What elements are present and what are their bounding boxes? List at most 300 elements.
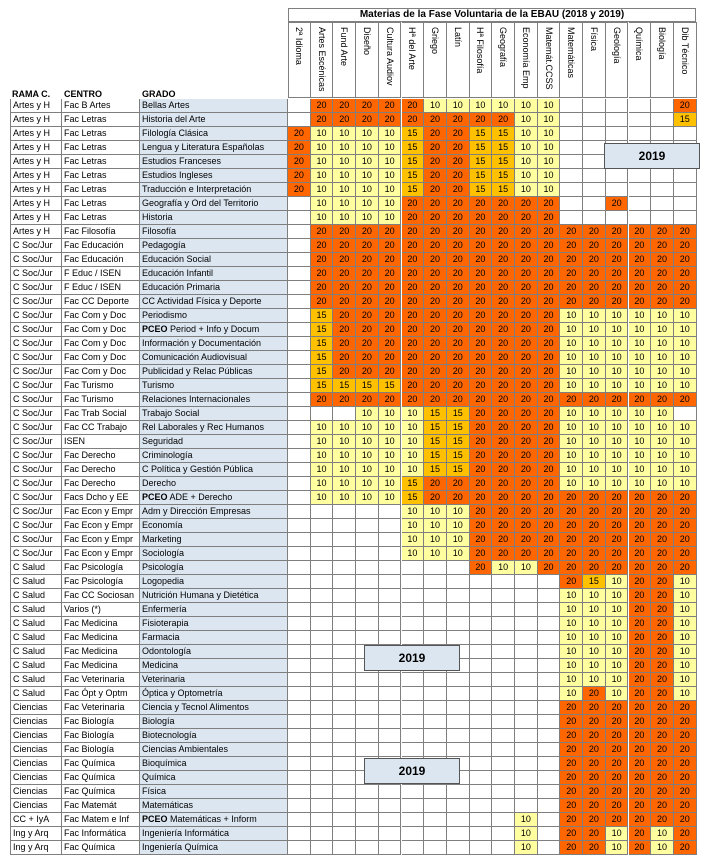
subject-header xyxy=(538,22,561,98)
score-cell: 20 xyxy=(356,239,379,253)
score-cell: 20 xyxy=(424,239,447,253)
score-cell xyxy=(538,659,561,673)
score-cell: 10 xyxy=(311,183,334,197)
score-cell xyxy=(311,533,334,547)
score-cell: 20 xyxy=(583,757,606,771)
score-cell: 20 xyxy=(515,225,538,239)
score-cell: 20 xyxy=(402,365,425,379)
score-cell: 20 xyxy=(333,393,356,407)
score-cell: 10 xyxy=(606,645,629,659)
score-cell: 20 xyxy=(356,253,379,267)
score-cell xyxy=(538,841,561,855)
score-cell xyxy=(538,603,561,617)
score-cell xyxy=(515,785,538,799)
score-cell xyxy=(492,841,515,855)
score-cell: 20 xyxy=(606,295,629,309)
score-cell: 10 xyxy=(402,533,425,547)
grado-cell: PCEO Matemáticas + Inform xyxy=(140,813,288,827)
score-cell: 20 xyxy=(356,113,379,127)
centro-cell: Fac Letras xyxy=(62,113,140,127)
score-cell: 20 xyxy=(424,267,447,281)
score-cell: 20 xyxy=(629,267,652,281)
score-cell: 20 xyxy=(583,799,606,813)
score-cell: 20 xyxy=(674,561,697,575)
centro-cell: Fac Turismo xyxy=(62,393,140,407)
score-cell xyxy=(333,575,356,589)
score-cell: 10 xyxy=(333,463,356,477)
grado-cell: Física xyxy=(140,785,288,799)
score-cell xyxy=(492,645,515,659)
score-cell: 10 xyxy=(333,169,356,183)
score-cell: 20 xyxy=(583,533,606,547)
score-cell: 20 xyxy=(651,561,674,575)
rama-cell: Artes y H xyxy=(10,183,62,197)
score-cell: 20 xyxy=(402,253,425,267)
score-cell: 20 xyxy=(583,715,606,729)
score-cell: 10 xyxy=(560,379,583,393)
rama-cell: C Soc/Jur xyxy=(10,505,62,519)
score-cell: 10 xyxy=(674,379,697,393)
score-cell xyxy=(288,771,311,785)
score-cell: 20 xyxy=(333,225,356,239)
score-cell: 15 xyxy=(402,183,425,197)
score-cell: 10 xyxy=(560,645,583,659)
score-cell: 20 xyxy=(538,379,561,393)
centro-cell: Fac Medicina xyxy=(62,645,140,659)
score-cell: 10 xyxy=(583,477,606,491)
score-cell: 20 xyxy=(651,239,674,253)
grado-cell: Comunicación Audiovisual xyxy=(140,351,288,365)
score-cell xyxy=(560,169,583,183)
score-cell: 20 xyxy=(629,841,652,855)
score-cell: 10 xyxy=(379,449,402,463)
centro-cell: Fac CC Deporte xyxy=(62,295,140,309)
subject-header-label: Hª del Arte xyxy=(407,27,418,70)
score-cell: 10 xyxy=(356,463,379,477)
score-cell xyxy=(288,421,311,435)
score-cell: 20 xyxy=(538,281,561,295)
score-cell: 10 xyxy=(583,589,606,603)
score-cell: 10 xyxy=(333,197,356,211)
score-cell: 20 xyxy=(583,743,606,757)
score-cell: 10 xyxy=(311,197,334,211)
score-cell: 20 xyxy=(674,729,697,743)
centro-cell: Fac Turismo xyxy=(62,379,140,393)
centro-cell: Fac Derecho xyxy=(62,449,140,463)
subject-header-label: Dib Técnico xyxy=(679,27,690,75)
grado-cell: Filología Clásica xyxy=(140,127,288,141)
score-cell xyxy=(333,841,356,855)
score-cell xyxy=(333,771,356,785)
score-cell: 20 xyxy=(515,505,538,519)
score-cell: 10 xyxy=(538,155,561,169)
score-cell: 20 xyxy=(560,239,583,253)
score-cell: 10 xyxy=(674,617,697,631)
score-cell: 20 xyxy=(651,701,674,715)
score-cell: 20 xyxy=(583,813,606,827)
score-cell: 20 xyxy=(538,449,561,463)
score-cell: 20 xyxy=(560,533,583,547)
score-cell: 10 xyxy=(356,155,379,169)
score-cell xyxy=(424,729,447,743)
score-cell: 10 xyxy=(538,141,561,155)
score-cell xyxy=(311,561,334,575)
score-cell: 20 xyxy=(333,99,356,113)
score-cell: 20 xyxy=(333,309,356,323)
score-cell xyxy=(424,813,447,827)
subject-header xyxy=(288,22,311,98)
score-cell: 10 xyxy=(674,477,697,491)
grado-cell: Historia xyxy=(140,211,288,225)
score-cell xyxy=(447,799,470,813)
centro-cell: Fac Com y Doc xyxy=(62,365,140,379)
rama-cell: C Salud xyxy=(10,673,62,687)
score-cell xyxy=(379,687,402,701)
score-cell: 20 xyxy=(470,421,493,435)
score-cell: 10 xyxy=(560,589,583,603)
score-cell: 20 xyxy=(674,757,697,771)
score-cell: 10 xyxy=(606,673,629,687)
score-cell: 15 xyxy=(492,183,515,197)
score-cell xyxy=(379,617,402,631)
rama-cell: C Soc/Jur xyxy=(10,533,62,547)
score-cell xyxy=(288,631,311,645)
rama-cell: Ciencias xyxy=(10,715,62,729)
score-cell xyxy=(311,701,334,715)
score-cell: 20 xyxy=(515,379,538,393)
score-cell: 10 xyxy=(515,813,538,827)
score-cell xyxy=(288,295,311,309)
score-cell xyxy=(288,337,311,351)
score-cell xyxy=(288,617,311,631)
score-cell: 10 xyxy=(560,463,583,477)
score-cell: 20 xyxy=(311,225,334,239)
score-cell: 15 xyxy=(424,421,447,435)
score-cell: 20 xyxy=(492,309,515,323)
grado-cell: Pedagogía xyxy=(140,239,288,253)
score-cell: 20 xyxy=(674,295,697,309)
score-cell xyxy=(447,841,470,855)
score-cell xyxy=(447,701,470,715)
score-cell xyxy=(311,757,334,771)
score-cell: 20 xyxy=(629,701,652,715)
score-cell xyxy=(606,169,629,183)
score-cell xyxy=(674,407,697,421)
score-cell: 15 xyxy=(674,113,697,127)
score-cell: 20 xyxy=(470,463,493,477)
score-cell: 20 xyxy=(402,267,425,281)
score-cell xyxy=(402,813,425,827)
score-cell: 20 xyxy=(651,393,674,407)
score-cell: 10 xyxy=(651,323,674,337)
score-cell: 20 xyxy=(560,771,583,785)
score-cell: 10 xyxy=(424,547,447,561)
score-cell: 20 xyxy=(470,477,493,491)
score-cell: 20 xyxy=(629,393,652,407)
score-cell: 20 xyxy=(538,421,561,435)
score-cell xyxy=(311,687,334,701)
score-cell xyxy=(492,785,515,799)
subject-header-label: Geología xyxy=(611,27,622,64)
score-cell: 20 xyxy=(379,113,402,127)
score-cell: 20 xyxy=(470,379,493,393)
score-cell xyxy=(424,701,447,715)
score-cell: 20 xyxy=(515,449,538,463)
score-cell: 20 xyxy=(424,477,447,491)
score-cell: 10 xyxy=(356,169,379,183)
score-cell: 10 xyxy=(651,435,674,449)
score-cell xyxy=(651,183,674,197)
score-cell: 20 xyxy=(424,141,447,155)
score-cell xyxy=(333,729,356,743)
score-cell: 20 xyxy=(583,281,606,295)
score-cell: 20 xyxy=(470,211,493,225)
score-cell xyxy=(470,799,493,813)
score-cell: 20 xyxy=(629,687,652,701)
score-cell xyxy=(538,757,561,771)
score-cell xyxy=(379,813,402,827)
score-cell: 20 xyxy=(674,715,697,729)
score-cell: 20 xyxy=(651,547,674,561)
score-cell xyxy=(356,799,379,813)
score-cell: 20 xyxy=(447,197,470,211)
score-cell: 15 xyxy=(447,463,470,477)
score-cell: 20 xyxy=(447,477,470,491)
score-cell xyxy=(288,799,311,813)
score-cell: 10 xyxy=(583,463,606,477)
score-cell: 20 xyxy=(492,421,515,435)
score-cell xyxy=(288,435,311,449)
score-cell xyxy=(470,645,493,659)
score-cell: 10 xyxy=(674,421,697,435)
score-cell: 20 xyxy=(629,575,652,589)
score-cell: 10 xyxy=(583,673,606,687)
score-cell: 10 xyxy=(606,631,629,645)
score-cell: 20 xyxy=(629,757,652,771)
score-cell xyxy=(515,701,538,715)
score-cell xyxy=(379,575,402,589)
score-cell xyxy=(402,617,425,631)
score-cell: 20 xyxy=(356,337,379,351)
rama-cell: C Soc/Jur xyxy=(10,239,62,253)
score-cell xyxy=(492,701,515,715)
score-cell: 20 xyxy=(379,295,402,309)
score-cell xyxy=(470,617,493,631)
score-cell: 20 xyxy=(583,701,606,715)
score-cell: 20 xyxy=(288,155,311,169)
grado-cell: Seguridad xyxy=(140,435,288,449)
score-cell xyxy=(447,631,470,645)
subject-header-label: Geografía xyxy=(498,27,509,68)
score-cell: 20 xyxy=(560,295,583,309)
score-cell: 10 xyxy=(333,141,356,155)
score-cell xyxy=(288,785,311,799)
score-cell: 20 xyxy=(651,687,674,701)
score-cell xyxy=(583,99,606,113)
centro-header: CENTRO xyxy=(64,89,102,99)
score-cell xyxy=(288,687,311,701)
centro-cell: Fac Com y Doc xyxy=(62,351,140,365)
score-cell: 20 xyxy=(470,225,493,239)
subject-header-label: Física xyxy=(588,27,599,52)
score-cell: 15 xyxy=(424,463,447,477)
score-cell: 20 xyxy=(651,729,674,743)
score-cell: 20 xyxy=(538,267,561,281)
score-cell: 20 xyxy=(583,225,606,239)
score-cell: 15 xyxy=(402,491,425,505)
score-cell xyxy=(515,729,538,743)
score-cell xyxy=(379,561,402,575)
score-cell: 20 xyxy=(311,267,334,281)
subject-header xyxy=(424,22,447,98)
score-cell xyxy=(311,715,334,729)
score-cell: 20 xyxy=(424,309,447,323)
score-cell: 20 xyxy=(583,785,606,799)
score-cell: 10 xyxy=(402,505,425,519)
score-cell: 20 xyxy=(674,813,697,827)
score-cell: 10 xyxy=(674,631,697,645)
score-cell xyxy=(651,197,674,211)
centro-cell: Fac Letras xyxy=(62,141,140,155)
score-cell: 20 xyxy=(492,393,515,407)
score-cell xyxy=(515,743,538,757)
score-cell: 20 xyxy=(311,295,334,309)
score-cell: 10 xyxy=(560,365,583,379)
grado-cell: Educación Social xyxy=(140,253,288,267)
rama-cell: C Salud xyxy=(10,561,62,575)
rama-cell: C Soc/Jur xyxy=(10,365,62,379)
score-cell: 20 xyxy=(492,365,515,379)
score-cell xyxy=(402,827,425,841)
note-2019-ciencias: 2019 xyxy=(364,758,460,784)
score-cell xyxy=(538,687,561,701)
score-cell: 20 xyxy=(424,491,447,505)
score-cell: 10 xyxy=(333,449,356,463)
score-cell xyxy=(606,127,629,141)
score-cell xyxy=(288,757,311,771)
score-cell: 10 xyxy=(606,365,629,379)
grado-cell: PCEO ADE + Derecho xyxy=(140,491,288,505)
score-cell: 20 xyxy=(538,197,561,211)
score-cell: 10 xyxy=(674,309,697,323)
score-cell: 20 xyxy=(424,379,447,393)
score-cell: 20 xyxy=(333,323,356,337)
score-cell: 10 xyxy=(674,575,697,589)
score-cell xyxy=(311,547,334,561)
score-cell: 10 xyxy=(447,547,470,561)
score-cell xyxy=(424,743,447,757)
score-cell xyxy=(379,519,402,533)
subject-header-label: Artes Escénicas xyxy=(316,27,327,92)
score-cell xyxy=(311,645,334,659)
score-cell: 20 xyxy=(470,239,493,253)
grado-cell: Criminología xyxy=(140,449,288,463)
subject-header-label: Griego xyxy=(430,27,441,55)
score-cell: 15 xyxy=(492,155,515,169)
score-cell xyxy=(515,645,538,659)
score-cell: 20 xyxy=(492,519,515,533)
score-cell: 20 xyxy=(447,323,470,337)
score-cell: 20 xyxy=(515,421,538,435)
score-cell: 20 xyxy=(538,239,561,253)
score-cell xyxy=(379,715,402,729)
score-cell xyxy=(470,757,493,771)
subject-header-label: Química xyxy=(634,27,645,61)
score-cell: 10 xyxy=(651,379,674,393)
score-cell: 20 xyxy=(538,295,561,309)
grado-cell: Química xyxy=(140,771,288,785)
centro-cell: Facs Dcho y EE xyxy=(62,491,140,505)
score-cell: 20 xyxy=(560,575,583,589)
score-cell xyxy=(311,631,334,645)
score-cell: 20 xyxy=(356,323,379,337)
rama-cell: C Salud xyxy=(10,659,62,673)
score-cell: 20 xyxy=(333,281,356,295)
score-cell: 10 xyxy=(311,141,334,155)
score-cell: 20 xyxy=(424,393,447,407)
score-cell: 15 xyxy=(424,407,447,421)
score-cell: 20 xyxy=(674,701,697,715)
rama-cell: C Salud xyxy=(10,645,62,659)
score-cell: 10 xyxy=(560,323,583,337)
score-cell: 20 xyxy=(629,645,652,659)
score-cell xyxy=(288,673,311,687)
score-cell: 20 xyxy=(583,771,606,785)
score-cell: 10 xyxy=(379,127,402,141)
rama-cell: C Soc/Jur xyxy=(10,519,62,533)
rama-cell: C Soc/Jur xyxy=(10,253,62,267)
score-cell xyxy=(651,113,674,127)
score-cell xyxy=(402,799,425,813)
grado-cell: Ciencias Ambientales xyxy=(140,743,288,757)
score-cell xyxy=(288,645,311,659)
score-cell xyxy=(288,225,311,239)
score-cell: 20 xyxy=(402,239,425,253)
score-cell xyxy=(356,533,379,547)
score-cell xyxy=(288,659,311,673)
centro-cell: Fac Ópt y Optm xyxy=(62,687,140,701)
score-cell: 20 xyxy=(402,197,425,211)
score-cell: 20 xyxy=(629,533,652,547)
grado-cell: Psicología xyxy=(140,561,288,575)
score-cell: 10 xyxy=(606,575,629,589)
centro-cell: F Educ / ISEN xyxy=(62,267,140,281)
score-cell: 20 xyxy=(606,197,629,211)
rama-cell: C Soc/Jur xyxy=(10,449,62,463)
score-cell: 20 xyxy=(379,309,402,323)
score-cell: 20 xyxy=(402,281,425,295)
score-cell xyxy=(629,197,652,211)
score-cell xyxy=(288,743,311,757)
score-cell xyxy=(356,575,379,589)
score-cell: 10 xyxy=(606,351,629,365)
score-cell: 20 xyxy=(583,253,606,267)
score-cell: 20 xyxy=(492,239,515,253)
score-cell xyxy=(538,701,561,715)
score-cell: 20 xyxy=(538,253,561,267)
score-cell: 20 xyxy=(629,785,652,799)
centro-cell: Fac Econ y Empr xyxy=(62,533,140,547)
score-cell xyxy=(492,631,515,645)
score-cell: 20 xyxy=(379,393,402,407)
score-cell xyxy=(333,785,356,799)
score-cell: 10 xyxy=(606,603,629,617)
score-cell xyxy=(311,505,334,519)
score-cell: 20 xyxy=(424,323,447,337)
grado-cell: Matemáticas xyxy=(140,799,288,813)
score-cell xyxy=(333,407,356,421)
score-cell: 10 xyxy=(560,407,583,421)
